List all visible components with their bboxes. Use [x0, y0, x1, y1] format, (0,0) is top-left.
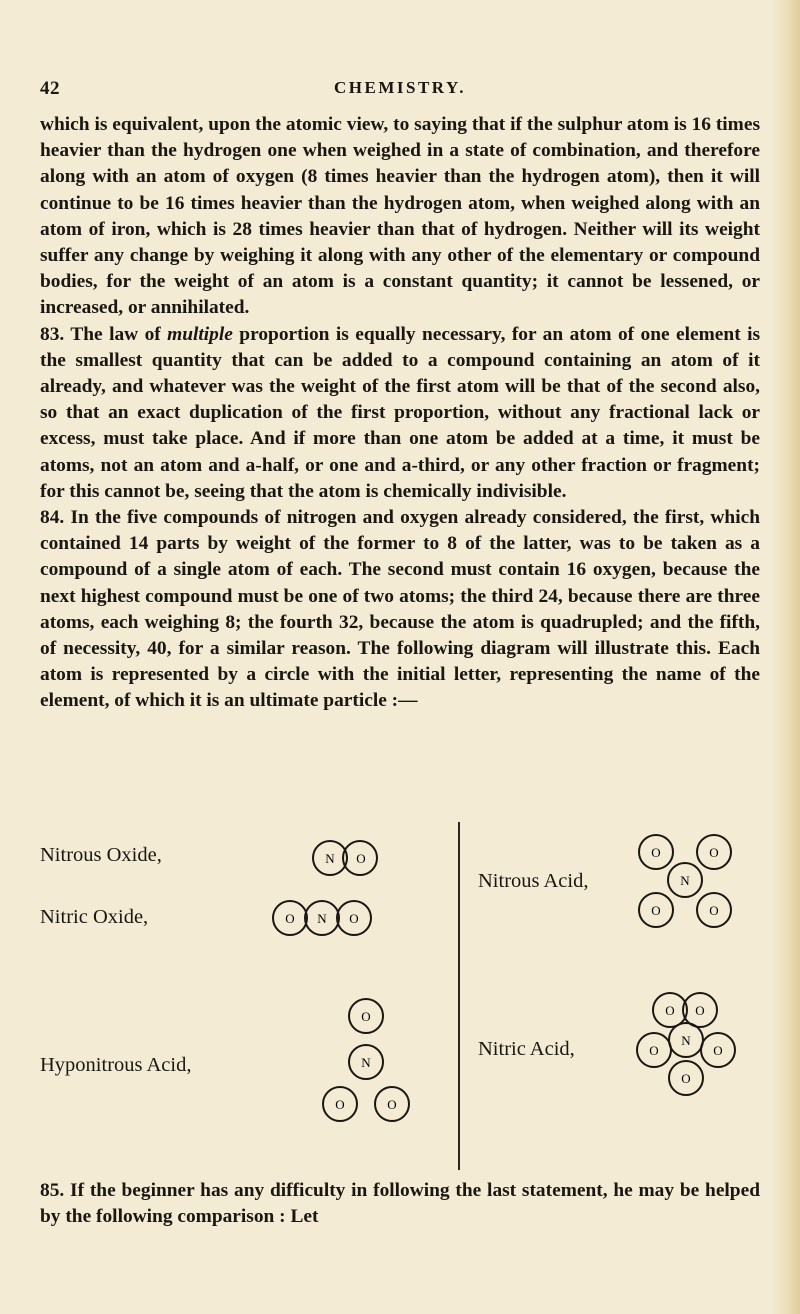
page-edge-shadow: [772, 0, 800, 1314]
emphasis-text: multiple: [167, 323, 233, 345]
paragraph-text: If the beginner has any difficulty in following the last statement, he may be helped by the following comparison : Let: [40, 1180, 760, 1228]
page-number: 42: [40, 78, 60, 99]
hyponitrous-acid-atoms: [316, 990, 416, 1144]
atom-letter-n: N: [325, 851, 335, 866]
paragraph-text: The law of: [70, 323, 161, 345]
bottom-text: [40, 1178, 760, 1230]
atom-letter-n: N: [361, 1055, 371, 1070]
page-header: [0, 78, 800, 102]
atom-diagram: [40, 822, 760, 1170]
atom-letter-o: O: [649, 1043, 659, 1058]
atom-letter-o: O: [681, 1071, 691, 1086]
atom-letter-o: O: [651, 903, 661, 918]
nitric-oxide-atoms: [266, 894, 396, 942]
paragraph-83: [40, 322, 760, 505]
atom-letter-o: O: [651, 845, 661, 860]
atom-letter-o: O: [695, 1003, 705, 1018]
atom-letter-n: N: [317, 911, 327, 926]
atom-letter-o: O: [709, 903, 719, 918]
nitric-acid-atoms: [626, 984, 746, 1114]
label-nitric-acid: Nitric Acid,: [478, 1038, 575, 1060]
paragraph-number: 85.: [40, 1180, 65, 1201]
running-head: CHEMISTRY.: [334, 78, 466, 97]
atom-letter-o: O: [713, 1043, 723, 1058]
atom-letter-o: O: [709, 845, 719, 860]
paragraph-84: [40, 505, 760, 715]
atom-letter-o: O: [349, 911, 359, 926]
paragraph-text: proportion is equally necessary, for an atom of one element is the smallest quantity that can be added to a compound containing an atom of it already, and whatever was the weight of the first atom will be that of the second also, so that an exact duplication of the first proportion, without any fractional lack or excess, must take place. And if more than one atom be added at a time, it must be atoms, not an atom and a-half, or one and a-third, or any other fraction or fragment; for this cannot be, seeing that the atom is chemically indivisible.: [40, 323, 761, 502]
atom-letter-o: O: [361, 1009, 371, 1024]
paragraph-85: [40, 1178, 760, 1230]
atom-letter-n: N: [680, 873, 690, 888]
atom-letter-n: N: [681, 1033, 691, 1048]
atom-letter-o: O: [387, 1097, 397, 1112]
atom-letter-o: O: [335, 1097, 345, 1112]
diagram-divider: [458, 822, 460, 1170]
label-nitrous-acid: Nitrous Acid,: [478, 870, 589, 892]
paragraph-text: In the five compounds of nitrogen and oxygen already considered, the first, which contained 14 parts by weight of the former to 8 of the latter, was to be taken as a compound of a single atom of each. The second must contain 16 oxygen, because the next highest compound must be one of two atoms; the third 24, because there are three atoms, each weighing 8; the fourth 32, because the atom is quadrupled; and the fifth, of necessity, 40, for a similar reason. The following diagram will illustrate this. Each atom is represented by a circle with the initial letter, representing the name of the element, of which it is an ultimate particle :—: [40, 507, 760, 712]
paragraph-number: 83.: [40, 323, 65, 345]
label-nitrous-oxide: Nitrous Oxide,: [40, 844, 162, 866]
paragraph-continuation: which is equivalent, upon the atomic view, to saying that if the sulphur atom is 16 times heavier than the hydrogen one when weighed in a state of combination, and therefore along with an atom of oxygen (8 times heavier than the hydrogen atom), then it will continue to be 16 times heavier than the hydrogen atom, when weighed along with an atom of iron, which is 28 times heavier than that of hydrogen. Neither will its weight suffer any change by weighing it along with any other of the elementary or compound bodies, for the weight of an atom is a constant quantity; it cannot be lessened, or increased, or annihilated.: [40, 114, 760, 319]
label-nitric-oxide: Nitric Oxide,: [40, 906, 149, 928]
atom-letter-o: O: [665, 1003, 675, 1018]
nitrous-oxide-atoms: [306, 834, 396, 882]
atom-letter-o: O: [285, 911, 295, 926]
atom-letter-o: O: [356, 851, 366, 866]
paragraph-number: 84.: [40, 507, 65, 529]
nitrous-acid-atoms: [630, 828, 740, 946]
main-text: [40, 112, 760, 715]
label-hyponitrous-acid: Hyponitrous Acid,: [40, 1054, 192, 1076]
